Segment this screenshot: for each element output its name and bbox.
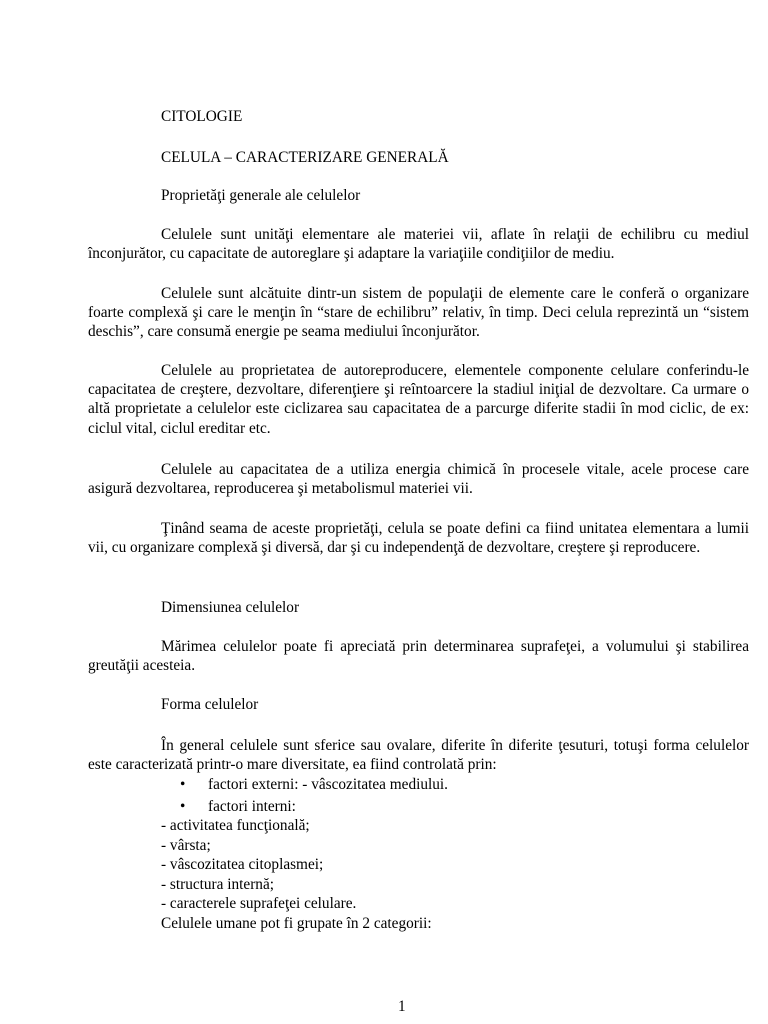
dash-item: - activitatea funcţională; bbox=[161, 817, 310, 834]
paragraph: Mărimea celulelor poate fi apreciată prin determinarea suprafeţei, a volumului şi stabilirea greutăţii acesteia. bbox=[88, 638, 749, 675]
paragraph: Celulele sunt unităţi elementare ale materiei vii, aflate în relaţii de echilibru cu mediul înconjurător, cu capacitate de autoreglare şi adaptare la variaţiile condiţiilor de mediu. bbox=[88, 226, 749, 263]
closing-line: Celulele umane pot fi grupate în 2 categorii: bbox=[161, 915, 432, 932]
dash-item: - vâscozitatea citoplasmei; bbox=[161, 856, 324, 873]
document-title: CITOLOGIE bbox=[161, 108, 243, 125]
page-number: 1 bbox=[398, 998, 406, 1015]
list-item bbox=[180, 797, 296, 816]
dash-item: - vârsta; bbox=[161, 837, 211, 854]
bullet-icon: • bbox=[180, 776, 186, 793]
bullet-icon: • bbox=[180, 798, 186, 815]
bullet-text: factori externi: - vâscozitatea mediului. bbox=[208, 776, 448, 793]
paragraph: Celulele sunt alcătuite dintr-un sistem de populaţii de elemente care le conferă o organizare foarte complexă şi care le menţin în “stare de echilibru” relativ, în timp. Deci celula reprezintă un “sistem deschis”, care consumă energie pe seama mediului înconjurător. bbox=[88, 285, 749, 341]
list-item bbox=[180, 775, 448, 794]
dash-item: - structura internă; bbox=[161, 876, 274, 893]
dash-item: - caracterele suprafeţei celulare. bbox=[161, 895, 357, 912]
paragraph: Ţinând seama de aceste proprietăţi, celula se poate defini ca fiind unitatea elementara a lumii vii, cu organizare complexă şi diversă, dar şi cu independenţă de dezvoltare, creştere şi reproducere. bbox=[88, 520, 749, 557]
paragraph: Celulele au capacitatea de a utiliza energia chimică în procesele vitale, acele procese care asigură dezvoltarea, reproducerea şi metabolismul materiei vii. bbox=[88, 461, 749, 498]
bullet-text: factori interni: bbox=[208, 798, 296, 815]
paragraph: Celulele au proprietatea de autoreproducere, elementele componente celulare conferindu-le capacitatea de creştere, dezvoltare, diferenţiere şi reîntoarcere la stadiul iniţial de dezvoltare. Ca urmare o altă proprietate a celulelor este ciclizarea sau capacitatea de a parcurge diferite stadii în mod ciclic, de ex: ciclul vital, ciclul ereditar etc. bbox=[88, 362, 749, 437]
section-heading-forma: Forma celulelor bbox=[161, 696, 259, 713]
section-heading-proprietati: Proprietăţi generale ale celulelor bbox=[161, 187, 361, 204]
paragraph: În general celulele sunt sferice sau ovalare, diferite în diferite ţesuturi, totuşi forma celulelor este caracterizată printr-o mare diversitate, ea fiind controlată prin: bbox=[88, 737, 749, 774]
section-heading-dimensiunea: Dimensiunea celulelor bbox=[161, 599, 300, 616]
document-subtitle: CELULA – CARACTERIZARE GENERALĂ bbox=[161, 149, 449, 166]
